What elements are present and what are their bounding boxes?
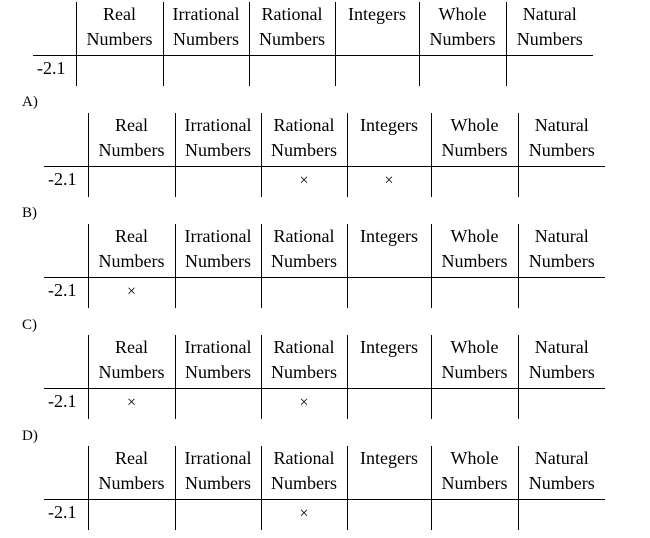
row-label: -2.1 [44,389,88,420]
option-table [44,446,605,530]
column-header-line: Real [115,337,148,357]
column-header [163,2,249,56]
table-cell [88,167,175,198]
table-cell [76,56,163,87]
row-label: -2.1 [44,167,88,198]
column-header [261,446,347,500]
column-header-line: Numbers [516,29,583,49]
table-cell [419,56,506,87]
option-label: B) [22,205,37,221]
column-header-line: Irrational [172,4,240,24]
column-header-line: Integers [360,448,418,468]
column-header [431,335,518,389]
table-row [44,278,605,309]
check-mark: × [299,505,309,522]
table-cell [518,389,605,420]
column-header-line: Irrational [184,115,252,135]
column-header-line: Real [115,115,148,135]
option-label: C) [22,317,37,333]
corner-cell [44,335,88,389]
column-header-line: Numbers [528,251,595,271]
column-header-line: Numbers [98,362,165,382]
table-cell [347,167,431,198]
column-header [506,2,593,56]
column-header-line: Real [115,448,148,468]
column-header-line: Numbers [441,140,508,160]
column-header-line [348,138,431,163]
column-header-line: Numbers [528,362,595,382]
table-cell [335,56,419,87]
column-header [175,335,261,389]
column-header-line: Numbers [429,29,496,49]
column-header-line: Rational [273,115,335,135]
option-table [44,224,605,308]
column-header-line: Numbers [259,29,325,49]
check-mark: × [299,172,309,189]
column-header [518,446,605,500]
option-table [44,113,605,197]
column-header-line: Numbers [528,473,595,493]
header-row [44,446,605,500]
column-header-line [348,471,431,496]
column-header [88,335,175,389]
table-cell [175,167,261,198]
table-cell [347,389,431,420]
column-header-line: Real [115,226,148,246]
column-header [431,446,518,500]
row-label: -2.1 [44,278,88,309]
check-mark: × [126,394,137,411]
column-header-line: Numbers [185,140,251,160]
table-cell [175,500,261,531]
column-header [76,2,163,56]
column-header-line: Whole [450,337,499,357]
column-header-line: Natural [534,226,589,246]
corner-cell [44,224,88,278]
table-row [33,56,593,87]
row-label: -2.1 [44,500,88,531]
column-header-line: Numbers [528,140,595,160]
column-header-line [348,360,431,385]
table-cell [261,500,347,531]
column-header [261,335,347,389]
table-cell [261,389,347,420]
column-header-line [348,249,431,274]
table-cell [431,278,518,309]
column-header-line: Whole [450,115,499,135]
column-header [518,113,605,167]
column-header-line: Integers [360,337,418,357]
column-header-line: Numbers [441,362,508,382]
column-header [335,2,419,56]
column-header-line: Numbers [98,140,165,160]
table-cell [261,278,347,309]
column-header-line: Integers [360,226,418,246]
option-table [44,335,605,419]
table-cell [431,389,518,420]
column-header-line: Integers [348,4,406,24]
column-header-line: Numbers [271,473,337,493]
column-header-line [336,27,419,52]
table-cell [347,278,431,309]
column-header [347,224,431,278]
column-header [518,335,605,389]
column-header-line: Integers [360,115,418,135]
column-header-line: Numbers [185,362,251,382]
table-cell [347,500,431,531]
option-label: D) [22,428,38,444]
table-cell [88,500,175,531]
check-mark: × [299,394,309,411]
table-row [44,500,605,531]
column-header-line: Natural [522,4,577,24]
column-header-line: Rational [273,337,335,357]
column-header-line: Irrational [184,337,252,357]
column-header-line: Rational [273,448,335,468]
header-row [33,2,593,56]
header-row [44,335,605,389]
corner-cell [44,446,88,500]
column-header [518,224,605,278]
column-header-line: Numbers [98,251,165,271]
column-header [261,113,347,167]
column-header-line: Numbers [441,473,508,493]
table-row [44,389,605,420]
column-header-line: Numbers [441,251,508,271]
column-header [347,446,431,500]
column-header [261,224,347,278]
column-header-line: Natural [534,337,589,357]
table-cell [431,167,518,198]
column-header-line: Irrational [184,226,252,246]
table-cell [175,278,261,309]
column-header-line: Numbers [98,473,165,493]
table-cell [431,500,518,531]
table-cell [88,278,175,309]
column-header-line: Numbers [185,473,251,493]
column-header-line: Numbers [173,29,239,49]
column-header-line: Whole [438,4,487,24]
table-cell [88,389,175,420]
column-header-line: Real [103,4,136,24]
corner-cell [33,2,76,56]
table-cell [518,167,605,198]
header-row [44,113,605,167]
table-cell [163,56,249,87]
table-row [44,167,605,198]
column-header [431,224,518,278]
column-header [347,113,431,167]
column-header-line: Numbers [271,140,337,160]
column-header-line: Numbers [185,251,251,271]
column-header [175,224,261,278]
table-cell [261,167,347,198]
column-header-line: Numbers [271,362,337,382]
check-mark: × [126,283,137,300]
column-header [431,113,518,167]
column-header [88,446,175,500]
column-header-line: Numbers [271,251,337,271]
table-cell [518,278,605,309]
column-header [347,335,431,389]
column-header-line: Whole [450,448,499,468]
header-row [44,224,605,278]
column-header-line: Numbers [86,29,153,49]
column-header-line: Whole [450,226,499,246]
column-header [419,2,506,56]
check-mark: × [384,172,394,189]
table-cell [249,56,335,87]
column-header-line: Natural [534,115,589,135]
column-header [249,2,335,56]
corner-cell [44,113,88,167]
column-header [88,224,175,278]
table-cell [506,56,593,87]
column-header-line: Rational [261,4,323,24]
row-label: -2.1 [33,56,76,87]
column-header-line: Irrational [184,448,252,468]
table-cell [175,389,261,420]
column-header [175,113,261,167]
option-label: A) [22,94,38,110]
column-header [175,446,261,500]
column-header-line: Natural [534,448,589,468]
column-header [88,113,175,167]
question-table [33,2,593,86]
column-header-line: Rational [273,226,335,246]
table-cell [518,500,605,531]
